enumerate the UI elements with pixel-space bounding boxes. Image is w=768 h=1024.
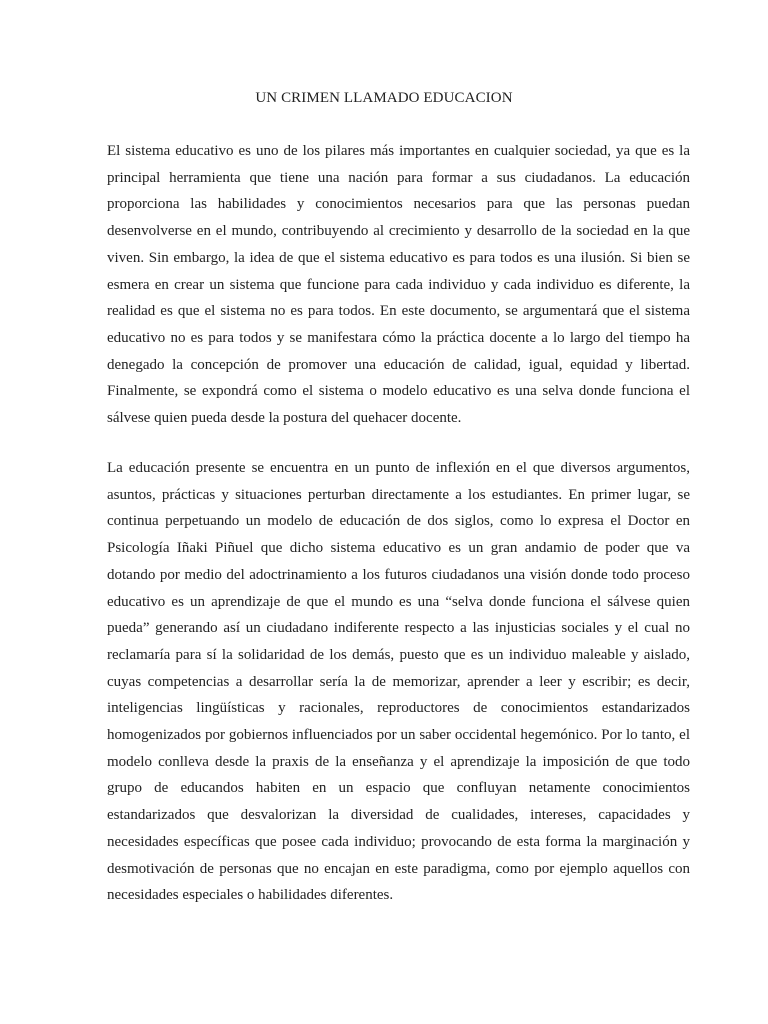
paragraph-introduction: El sistema educativo es uno de los pilares más importantes en cualquier sociedad, ya que es la principal herramienta que tiene una nación para formar a sus ciudadanos. La educación proporciona las habilidades y conocimientos necesarios para que las personas puedan desenvolverse en el mundo, contribuyendo al crecimiento y desarrollo de la sociedad en la que viven. Sin embargo, la idea de que el sistema educativo es para todos es una ilusión. Si bien se esmera en crear un sistema que funcione para cada individuo y cada individuo es diferente, la realidad es que el sistema no es para todos. En este documento, se argumentará que el sistema educativo no es para todos y se manifestara cómo la práctica docente a lo largo del tiempo ha denegado la concepción de promover una educación de calidad, igual, equidad y libertad. Finalmente, se expondrá como el sistema o modelo educativo es una selva donde funciona el sálvese quien pueda desde la postura del quehacer docente. [107, 143, 690, 427]
document-title: UN CRIMEN LLAMADO EDUCACION [255, 90, 513, 106]
paragraph-body: La educación presente se encuentra en un punto de inflexión en el que diversos argumentos, asuntos, prácticas y situaciones perturban directamente a los estudiantes. En primer lugar, se continua perpetuando un modelo de educación de dos siglos, como lo expresa el Doctor en Psicología Iñaki Piñuel que dicho sistema educativo es un gran andamio de poder que va dotando por medio del adoctrinamiento a los futuros ciudadanos una visión donde todo proceso educativo es un aprendizaje de que el mundo es una “selva donde funciona el sálvese quien pueda” generando así un ciudadano indiferente respecto a las injusticias sociales y el cual no reclamaría para sí la solidaridad de los demás, puesto que es un individuo maleable y aislado, cuyas competencias a desarrollar sería la de memorizar, aprender a leer y escribir; es decir, inteligencias lingüísticas y racionales, reproductores de conocimientos estandarizados homogenizados por gobiernos influenciados por un saber occidental hegemónico. Por lo tanto, el modelo conlleva desde la praxis de la enseñanza y el aprendizaje la imposición de que todo grupo de educandos habiten en un espacio que confluyan netamente conocimientos estandarizados que desvalorizan la diversidad de cualidades, intereses, capacidades y necesidades específicas que posee cada individuo; provocando de esta forma la marginación y desmotivación de personas que no encajan en este paradigma, como por ejemplo aquellos con necesidades especiales o habilidades diferentes. [107, 460, 690, 904]
